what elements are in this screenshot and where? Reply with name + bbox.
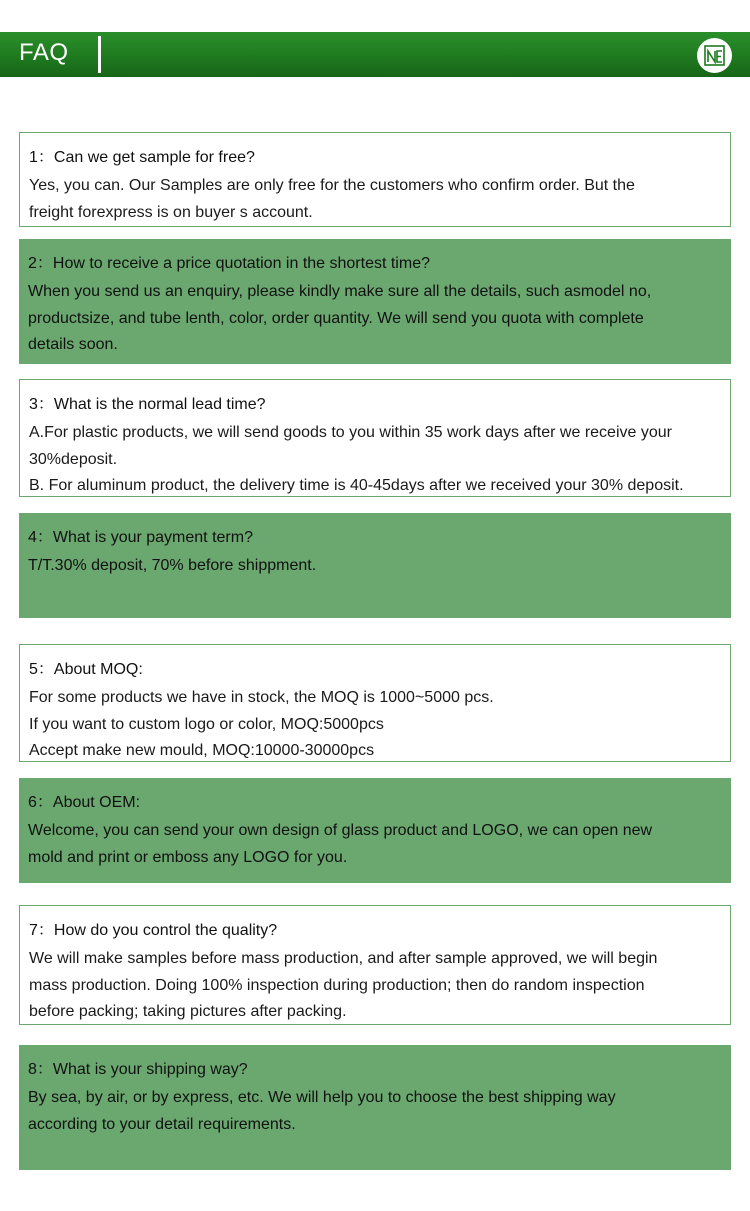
- faq-item-7: [19, 905, 731, 1025]
- faq-question: 2：How to receive a price quotation in the shortest time?: [28, 255, 430, 272]
- faq-item-4: [19, 513, 731, 618]
- faq-question: 5：About MOQ:: [29, 661, 143, 678]
- faq-answer-line: If you want to custom logo or color, MOQ:5000pcs: [29, 715, 384, 733]
- faq-answer-line: Accept make new mould, MOQ:10000-30000pcs: [29, 742, 375, 759]
- faq-header-bar: [0, 32, 750, 77]
- faq-answer-line: mass production. Doing 100% inspection during production; then do random inspection: [29, 976, 645, 994]
- faq-item-3: [19, 379, 731, 497]
- faq-answer-line: B. For aluminum product, the delivery time is 40-45days after we received your 30% deposit.: [29, 477, 684, 494]
- faq-answer-line: freight forexpress is on buyer s account.: [29, 203, 313, 221]
- faq-answer-line: For some products we have in stock, the MOQ is 1000~5000 pcs.: [29, 689, 494, 706]
- brand-logo-icon: [697, 38, 732, 73]
- faq-question: 3：What is the normal lead time?: [29, 396, 266, 413]
- faq-answer-line: 30%deposit.: [29, 450, 118, 468]
- faq-question: 8：What is your shipping way?: [28, 1061, 248, 1078]
- faq-answer-line: We will make samples before mass production, and after sample approved, we will begin: [29, 950, 658, 967]
- faq-answer-line: mold and print or emboss any LOGO for you.: [28, 848, 348, 866]
- faq-answer-line: Welcome, you can send your own design of glass product and LOGO, we can open new: [28, 822, 653, 839]
- faq-item-2: [19, 239, 731, 364]
- faq-question: 6：About OEM:: [28, 794, 141, 811]
- faq-item-5: [19, 644, 731, 762]
- faq-answer-line: A.For plastic products, we will send goods to you within 35 work days after we receive your: [29, 424, 672, 441]
- faq-answer-line: before packing; taking pictures after packing.: [29, 1003, 347, 1020]
- faq-question: 1：Can we get sample for free?: [29, 149, 255, 166]
- faq-question: 7：How do you control the quality?: [29, 922, 278, 939]
- faq-item-6: [19, 778, 731, 883]
- faq-answer-line: By sea, by air, or by express, etc. We will help you to choose the best shipping way: [28, 1089, 616, 1106]
- faq-answer-line: When you send us an enquiry, please kindly make sure all the details, such asmodel no,: [28, 283, 652, 300]
- faq-answer-line: details soon.: [28, 336, 118, 353]
- faq-answer-line: Yes, you can. Our Samples are only free for the customers who confirm order. But the: [29, 177, 635, 194]
- faq-item-1: [19, 132, 731, 227]
- faq-item-8: [19, 1045, 731, 1170]
- page-title: FAQ: [19, 39, 69, 66]
- faq-answer-line: T/T.30% deposit, 70% before shippment.: [28, 557, 317, 574]
- header-divider: [98, 36, 101, 73]
- faq-question: 4：What is your payment term?: [28, 529, 253, 546]
- faq-answer-line: productsize, and tube lenth, color, order quantity. We will send you quota with complete: [28, 309, 644, 327]
- faq-answer-line: according to your detail requirements.: [28, 1115, 296, 1133]
